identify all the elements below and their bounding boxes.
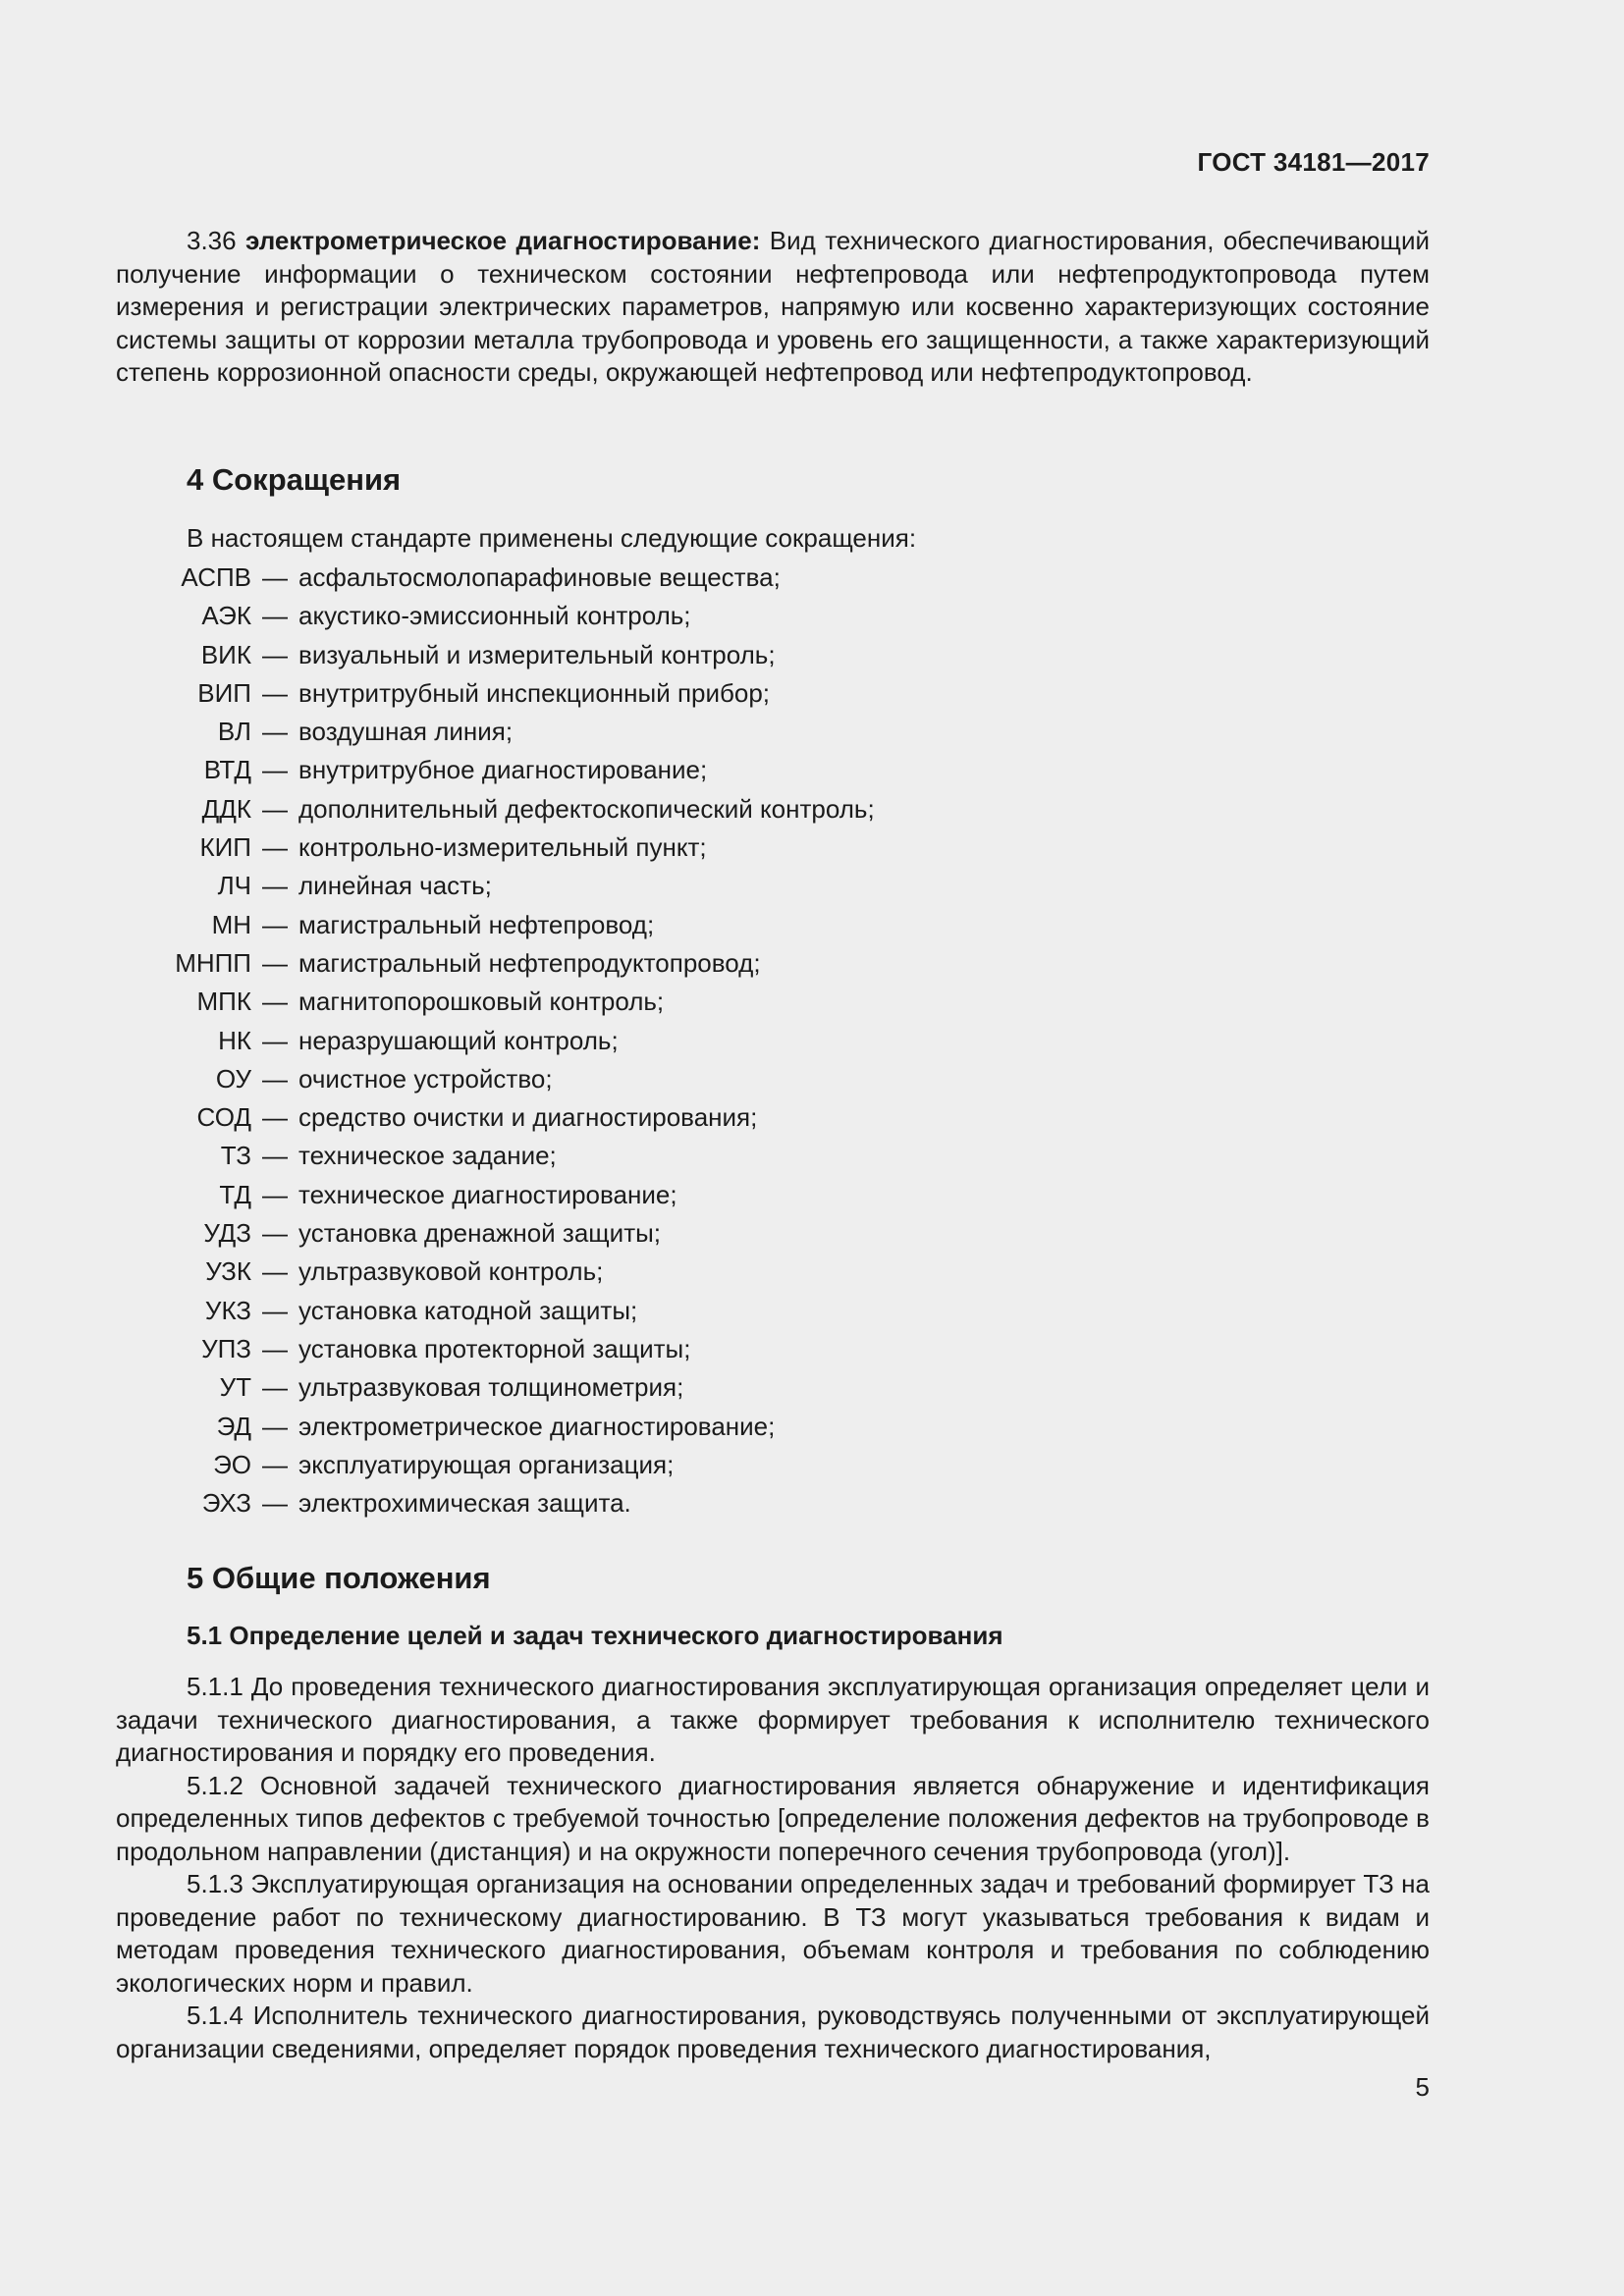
section-5-title: 5 Общие положения (187, 1561, 491, 1595)
abbreviation-definition: акустико-эмиссионный контроль; (298, 601, 691, 631)
abbreviation-definition: магистральный нефтепровод; (298, 909, 655, 939)
page-number: 5 (1415, 2072, 1430, 2102)
abbreviation-row (116, 1446, 1430, 1484)
abbreviation-row (116, 944, 1430, 983)
abbreviation-dash: — (262, 1025, 288, 1055)
abbreviation-term: УПЗ (201, 1333, 251, 1363)
abbreviation-dash: — (262, 1063, 288, 1094)
abbreviation-row (116, 559, 1430, 597)
abbreviations-list (116, 559, 1430, 1522)
definition-text: Вид технического диагностирования, обеспечивающий получение информации о техническом состоянии нефтепровода или нефтепродуктопровода путем измерения и регистрации электрических параметров, напрямую или косвенно характеризующих состояние системы защиты от коррозии металла трубопровода и уровень его защищенности, а также характеризующий степень коррозионной опасности среды, окружающей нефтепровод или нефтепродуктопровод. (116, 226, 1430, 387)
section-5-body (116, 1671, 1430, 2065)
abbreviation-term: ВТД (203, 755, 251, 785)
abbreviation-row (116, 1253, 1430, 1291)
abbreviation-dash: — (262, 1333, 288, 1363)
abbreviation-term: ОУ (215, 1063, 251, 1094)
section-4-title: 4 Сокращения (187, 462, 402, 497)
paragraph-5-1-2: 5.1.2 Основной задачей технического диагностирования является обнаружение и идентификация определенных типов дефектов с требуемой точностью [определение положения дефектов на трубопроводе в продольном направлении (дистанция) и на окружности поперечного сечения трубопровода (угол)]. (116, 1770, 1430, 1866)
abbreviation-term: УТ (219, 1372, 251, 1403)
abbreviation-row (116, 597, 1430, 635)
abbreviation-definition: линейная часть; (298, 871, 492, 901)
abbreviation-dash: — (262, 1372, 288, 1403)
abbreviations-intro: В настоящем стандарте применены следующие сокращения: (187, 523, 917, 553)
abbreviation-definition: электрометрическое диагностирование; (298, 1411, 776, 1441)
abbreviation-row (116, 1137, 1430, 1175)
abbreviation-dash: — (262, 601, 288, 631)
abbreviation-row (116, 1098, 1430, 1137)
abbreviation-term: ВИК (200, 639, 251, 669)
abbreviation-term: ВЛ (217, 717, 251, 747)
abbreviation-dash: — (262, 1488, 288, 1519)
abbreviation-term: ТЗ (220, 1141, 251, 1171)
subsection-5-1-title: 5.1 Определение целей и задач технического диагностирования (187, 1621, 1003, 1650)
abbreviation-definition: визуальный и измерительный контроль; (298, 639, 776, 669)
abbreviation-row (116, 636, 1430, 674)
abbreviation-definition: ультразвуковой контроль; (298, 1256, 604, 1287)
abbreviation-dash: — (262, 1218, 288, 1249)
abbreviation-definition: неразрушающий контроль; (298, 1025, 619, 1055)
abbreviation-term: ВИП (197, 677, 251, 708)
abbreviation-term: УКЗ (204, 1295, 251, 1325)
abbreviation-row (116, 1330, 1430, 1368)
abbreviation-row (116, 906, 1430, 944)
abbreviation-definition: дополнительный дефектоскопический контроль; (298, 793, 875, 824)
abbreviation-row (116, 1176, 1430, 1214)
abbreviation-definition: магнитопорошковый контроль; (298, 987, 665, 1017)
abbreviation-row (116, 1408, 1430, 1446)
definition-3-36 (116, 225, 1430, 390)
abbreviation-row (116, 751, 1430, 789)
abbreviation-definition: средство очистки и диагностирования; (298, 1102, 758, 1133)
abbreviation-definition: контрольно-измерительный пункт; (298, 832, 707, 863)
abbreviation-term: СОД (196, 1102, 251, 1133)
definition-term: электрометрическое диагностирование: (245, 226, 761, 255)
abbreviation-dash: — (262, 1449, 288, 1479)
abbreviation-row (116, 1022, 1430, 1060)
abbreviation-row (116, 1214, 1430, 1253)
abbreviation-row (116, 1368, 1430, 1407)
document-code: ГОСТ 34181—2017 (1197, 147, 1430, 177)
abbreviation-dash: — (262, 947, 288, 978)
abbreviation-definition: установка дренажной защиты; (298, 1218, 662, 1249)
abbreviation-row (116, 1484, 1430, 1522)
abbreviation-term: АЭК (201, 601, 251, 631)
abbreviation-dash: — (262, 1256, 288, 1287)
abbreviation-dash: — (262, 832, 288, 863)
paragraph-5-1-3: 5.1.3 Эксплуатирующая организация на основании определенных задач и требований формирует ТЗ на проведение работ по техническому диагностированию. В ТЗ могут указываться требования к видам и методам проведения технического диагностирования, объемам контроля и требования по соблюдению экологических норм и правил. (116, 1869, 1430, 1998)
abbreviation-definition: магистральный нефтепродуктопровод; (298, 947, 761, 978)
abbreviation-dash: — (262, 755, 288, 785)
abbreviation-dash: — (262, 1295, 288, 1325)
abbreviation-row (116, 983, 1430, 1021)
abbreviation-term: УДЗ (203, 1218, 251, 1249)
abbreviation-row (116, 867, 1430, 905)
abbreviation-row (116, 1060, 1430, 1098)
abbreviation-term: КИП (199, 832, 251, 863)
abbreviation-row (116, 790, 1430, 828)
abbreviation-row (116, 713, 1430, 751)
abbreviation-definition: установка протекторной защиты; (298, 1333, 691, 1363)
abbreviation-term: АСПВ (181, 562, 251, 592)
abbreviation-dash: — (262, 1411, 288, 1441)
abbreviation-dash: — (262, 639, 288, 669)
abbreviation-dash: — (262, 717, 288, 747)
abbreviation-dash: — (262, 987, 288, 1017)
abbreviation-definition: электрохимическая защита. (298, 1488, 631, 1519)
abbreviation-term: МНПП (175, 947, 251, 978)
paragraph-5-1-4: 5.1.4 Исполнитель технического диагностирования, руководствуясь полученными от эксплуатирующей организации сведениями, определяет порядок проведения технического диагностирования, (116, 2001, 1430, 2063)
abbreviation-dash: — (262, 1102, 288, 1133)
abbreviation-definition: внутритрубный инспекционный прибор; (298, 677, 771, 708)
abbreviation-term: УЗК (205, 1256, 251, 1287)
abbreviation-row (116, 674, 1430, 713)
abbreviation-definition: внутритрубное диагностирование; (298, 755, 708, 785)
abbreviation-term: ЭХЗ (201, 1488, 251, 1519)
abbreviation-term: НК (218, 1025, 251, 1055)
abbreviation-dash: — (262, 909, 288, 939)
abbreviation-dash: — (262, 793, 288, 824)
abbreviation-row (116, 828, 1430, 867)
abbreviation-definition: очистное устройство; (298, 1063, 553, 1094)
abbreviation-dash: — (262, 677, 288, 708)
abbreviation-term: ЛЧ (217, 871, 251, 901)
definition-number: 3.36 (187, 226, 237, 255)
abbreviation-definition: установка катодной защиты; (298, 1295, 638, 1325)
abbreviation-term: МН (211, 909, 251, 939)
abbreviation-definition: воздушная линия; (298, 717, 514, 747)
abbreviation-definition: ультразвуковая толщинометрия; (298, 1372, 684, 1403)
abbreviation-term: ТД (219, 1179, 251, 1209)
abbreviation-definition: асфальтосмолопарафиновые вещества; (298, 562, 781, 592)
abbreviation-row (116, 1292, 1430, 1330)
abbreviation-term: ЭД (216, 1411, 251, 1441)
abbreviation-dash: — (262, 562, 288, 592)
abbreviation-definition: эксплуатирующая организация; (298, 1449, 675, 1479)
abbreviation-term: ДДК (201, 793, 251, 824)
abbreviation-term: МПК (196, 987, 251, 1017)
abbreviation-definition: техническое диагностирование; (298, 1179, 677, 1209)
abbreviation-definition: техническое задание; (298, 1141, 557, 1171)
abbreviation-dash: — (262, 871, 288, 901)
paragraph-5-1-1: 5.1.1 До проведения технического диагностирования эксплуатирующая организация определяет цели и задачи технического диагностирования, а также формирует требования к исполнителю технического диагностирования и порядку его проведения. (116, 1672, 1430, 1767)
document-page (116, 0, 1430, 2296)
abbreviation-term: ЭО (213, 1449, 251, 1479)
abbreviation-dash: — (262, 1141, 288, 1171)
abbreviation-dash: — (262, 1179, 288, 1209)
